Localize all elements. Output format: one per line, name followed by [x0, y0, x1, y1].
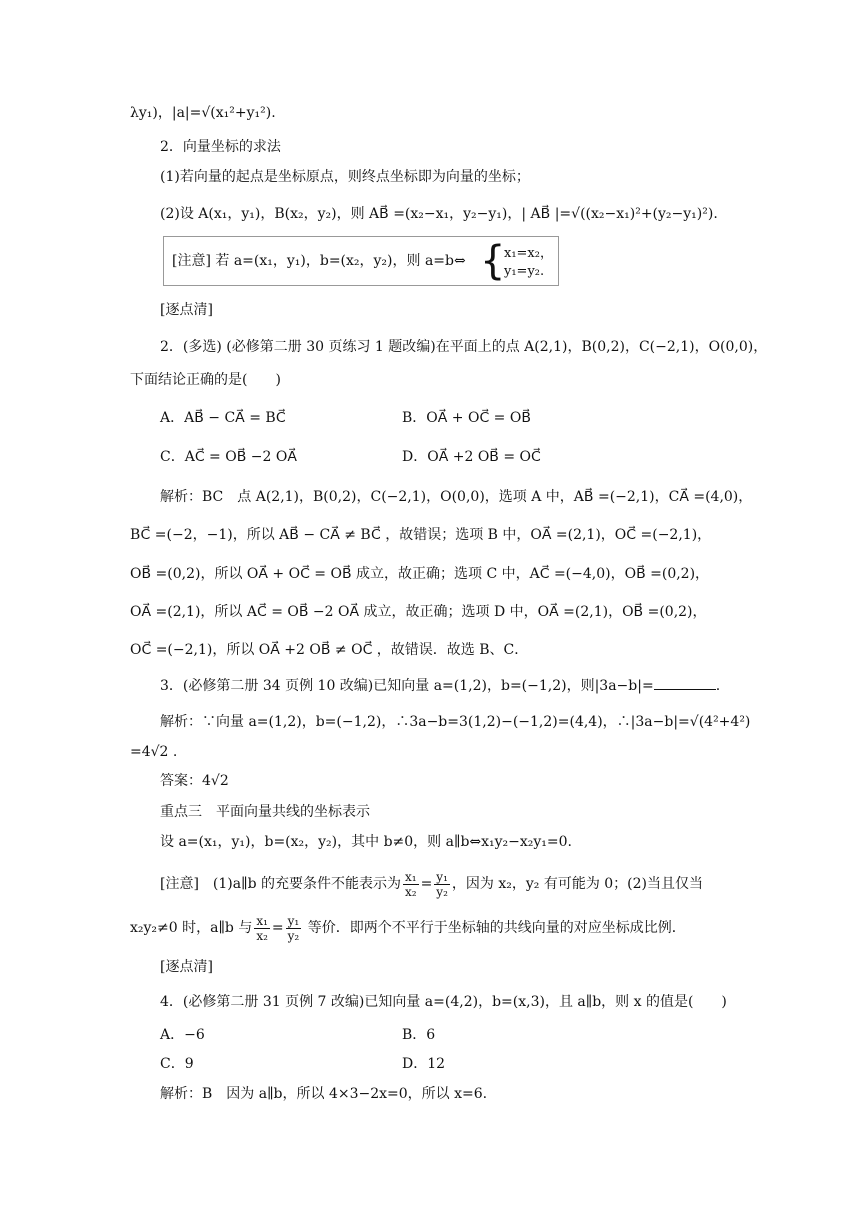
- note-2b-prefix: x₂y₂≠0 时，a∥b 与: [130, 920, 253, 936]
- question-3-end: .: [715, 678, 721, 694]
- q2-option-c: C．AC⃗ = OB⃗ −2 OA⃗: [160, 449, 297, 465]
- note-2-line-2: x₂y₂≠0 时，a∥b 与 $\frac{\text{x₁}}{\text{x₂}}$ = $\frac{\text{y₁}}{\text{y₂}}$ 等价．即两个不平行于坐标轴的共线向量的对应坐标成比例．: [130, 913, 686, 943]
- question-3: [160, 675, 720, 697]
- solution-2-line-1: 解析：BC 点 A(2,1)，B(0,2)，C(−2,1)，O(0,0)，选项 A 中，AB⃗ =(−2,1)，CA⃗ =(4,0)，: [160, 489, 753, 505]
- solution-2-line-4: OA⃗ =(2,1)，所以 AC⃗ = OB⃗ −2 OA⃗ 成立，故正确；选项 D 中，OA⃗ =(2,1)，OB⃗ =(0,2)，: [130, 604, 707, 620]
- solution-4: 解析：B 因为 a∥b，所以 4×3−2x=0，所以 x=6.: [160, 1086, 488, 1102]
- rule-2-text: (2)设 A(x₁，y₁)，B(x₂，y₂)，则 AB⃗ =(x₂−x₁，y₂−y₁)，| AB⃗ |=√((x₂−x₁)²+(y₂−y₁)²).: [160, 206, 718, 222]
- solution-2-line-5: OC⃗ =(−2,1)，所以 OA⃗ +2 OB⃗ ≠ OC⃗ ，故错误．故选 B、C．: [130, 642, 529, 658]
- fraction-x1-x2: $\frac{\text{x₁}}{\text{x₂}}$: [404, 869, 417, 899]
- solution-3-line-2: =4√2 .: [130, 744, 178, 760]
- note-2b-suffix: 等价．即两个不平行于坐标轴的共线向量的对应坐标成比例．: [303, 920, 686, 936]
- q2-option-a: A．AB⃗ − CA⃗ = BC⃗: [160, 410, 286, 426]
- answer-3: 答案：4√2: [160, 773, 229, 789]
- practice-tag-1: [逐点清]: [160, 302, 213, 318]
- q2-option-b: B．OA⃗ + OC⃗ = OB⃗: [402, 410, 531, 426]
- q4-option-c: C．9: [160, 1056, 194, 1072]
- practice-tag-2: [逐点清]: [160, 959, 213, 975]
- system-line-2: y₁=y₂.: [504, 264, 545, 279]
- rule-1-text: (1)若向量的起点是坐标原点，则终点坐标即为向量的坐标；: [160, 169, 530, 185]
- fraction-y1-y2: $\frac{\text{y₁}}{\text{y₂}}$: [436, 869, 448, 899]
- solution-2-line-2: BC⃗ =(−2，−1)，所以 AB⃗ − CA⃗ ≠ BC⃗ ，故错误；选项 B 中，OA⃗ =(2,1)，OC⃗ =(−2,1)，: [130, 527, 712, 543]
- collinear-condition: 设 a=(x₁，y₁)，b=(x₂，y₂)，其中 b≠0，则 a∥b⇔x₁y₂−x₂y₁=0.: [160, 834, 573, 850]
- system-line-1: x₁=x₂，: [504, 246, 553, 261]
- section-heading-vector-coords: 2．向量坐标的求法: [160, 139, 281, 155]
- question-2-line-2: 下面结论正确的是( ): [130, 372, 281, 388]
- fraction-x1-x2-b: $\frac{\text{x₁}}{\text{x₂}}$: [256, 913, 268, 943]
- q4-option-b: B．6: [402, 1027, 436, 1043]
- answer-blank: [654, 675, 716, 690]
- note-text: [注意] 若 a=(x₁，y₁)，b=(x₂，y₂)，则 a=b⇔: [172, 253, 466, 269]
- note-2-suffix: ，因为 x₂，y₂ 有可能为 0；(2)当且仅当: [451, 876, 704, 892]
- solution-2-line-3: OB⃗ =(0,2)，所以 OA⃗ + OC⃗ = OB⃗ 成立，故正确；选项 C 中，AC⃗ =(−4,0)，OB⃗ =(0,2)，: [130, 566, 710, 582]
- q2-option-d: D．OA⃗ +2 OB⃗ = OC⃗: [402, 449, 541, 465]
- fraction-y1-y2-b: $\frac{\text{y₁}}{\text{y₂}}$: [287, 913, 300, 943]
- question-3-text: 3．(必修第二册 34 页例 10 改编)已知向量 a=(1,2)，b=(−1,2)，则|3a−b|=: [160, 678, 654, 694]
- question-2-line-1: 2．(多选) (必修第二册 30 页练习 1 题改编)在平面上的点 A(2,1)，B(0,2)，C(−2,1)，O(0,0)，: [160, 339, 768, 355]
- note-2-line-1: [注意] (1)a∥b 的充要条件不能表示为 $\frac{\text{x₁}}{\text{x₂}}$ = $\frac{\text{y₁}}{\text{y₂}}$ ，因为 x₂，y₂ 有可能为 0；(2)当且仅当: [160, 869, 704, 899]
- solution-3-line-1: 解析：∵向量 a=(1,2)，b=(−1,2)，∴3a−b=3(1,2)−(−1,2)=(4,4)，∴|3a−b|=√(4²+4²): [160, 714, 751, 730]
- left-brace: {: [480, 238, 506, 284]
- note-2-prefix: [注意] (1)a∥b 的充要条件不能表示为: [160, 876, 401, 892]
- section-heading-collinear: 重点三 平面向量共线的坐标表示: [160, 804, 370, 820]
- modulus-formula-line: λy₁)，|a|=√(x₁²+y₁²).: [130, 105, 276, 121]
- q4-option-d: D．12: [402, 1056, 446, 1072]
- note-box-vector-equality: [163, 236, 559, 286]
- q4-option-a: A．−6: [160, 1027, 205, 1043]
- question-4: 4．(必修第二册 31 页例 7 改编)已知向量 a=(4,2)，b=(x,3)，且 a∥b，则 x 的值是( ): [160, 994, 727, 1010]
